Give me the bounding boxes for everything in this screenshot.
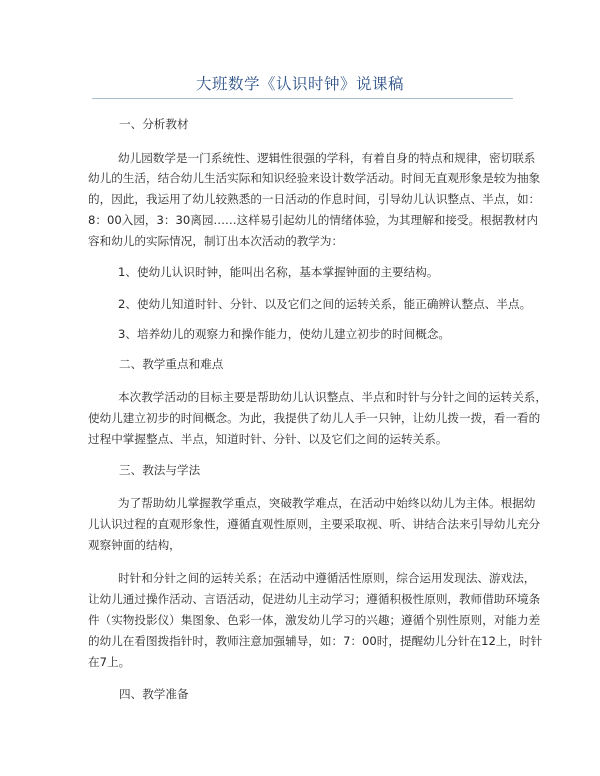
paragraph-line: 幼儿的生活，结合幼儿生活实际和知识经验来设计数学活动。时间无直观形象是较为抽象 <box>88 171 541 185</box>
section-4-heading: 四、教学准备 <box>119 687 189 701</box>
paragraph-line: 在7上。 <box>88 655 131 669</box>
paragraph-line: 过程中掌握整点、半点，知道时针、分针、以及它们之间的运转关系。 <box>88 432 448 446</box>
paragraph-line: 件（实物投影仪）集图象、色彩一体，激发幼儿学习的兴趣；遵循个别性原则，对能力差 <box>88 613 541 627</box>
paragraph-line: 容和幼儿的实际情况，制订出本次活动的教学为： <box>88 234 344 248</box>
section-2-heading: 二、教学重点和难点 <box>119 357 224 371</box>
goal-item: 1、使幼儿认识时钟，能叫出名称，基本掌握钟面的主要结构。 <box>118 265 439 279</box>
paragraph-line: 让幼儿通过操作活动、言语活动，促进幼儿主动学习；遵循积极性原则，教师借助环境条 <box>88 592 541 606</box>
goal-item: 2、使幼儿知道时针、分针、以及它们之间的运转关系，能正确辨认整点、半点。 <box>118 297 532 311</box>
goal-item: 3、培养幼儿的观察力和操作能力，使幼儿建立初步的时间概念。 <box>118 327 451 341</box>
paragraph-line: 的幼儿在看图拨指针时，教师注意加强辅导，如：7：00时，提醒幼儿分针在12上，时针 <box>88 634 543 648</box>
paragraph-line: 儿认识过程的直观形象性，遵循直观性原则，主要采取视、听、讲结合法来引导幼儿充分 <box>88 517 541 531</box>
paragraph-line: 8：00入园，3：30离园……这样易引起幼儿的情绪体验，为其理解和接受。根据教材内 <box>88 213 539 227</box>
document-title: 大班数学《认识时钟》说课稿 <box>195 75 404 93</box>
paragraph-line: 观察钟面的结构， <box>88 538 181 552</box>
section-3-heading: 三、教法与学法 <box>119 463 201 477</box>
title-divider <box>92 98 513 99</box>
paragraph-line: 本次教学活动的目标主要是帮助幼儿认识整点、半点和时针与分针之间的运转关系， <box>118 390 547 404</box>
paragraph-line: 使幼儿建立初步的时间概念。为此，我提供了幼儿人手一只钟，让幼儿拨一拨，看一看的 <box>88 411 541 425</box>
section-1-heading: 一、分析教材 <box>119 117 189 131</box>
paragraph-line: 幼儿园数学是一门系统性、逻辑性很强的学科，有着自身的特点和规律，密切联系 <box>118 151 536 165</box>
paragraph-line: 的，因此，我运用了幼儿较熟悉的一日活动的作息时间，引导幼儿认识整点、半点，如： <box>88 192 541 206</box>
paragraph-line: 为了帮助幼儿掌握教学重点，突破教学难点，在活动中始终以幼儿为主体。根据幼 <box>118 496 536 510</box>
paragraph-line: 时针和分针之间的运转关系；在活动中遵循活性原则，综合运用发现法、游戏法， <box>118 571 536 585</box>
